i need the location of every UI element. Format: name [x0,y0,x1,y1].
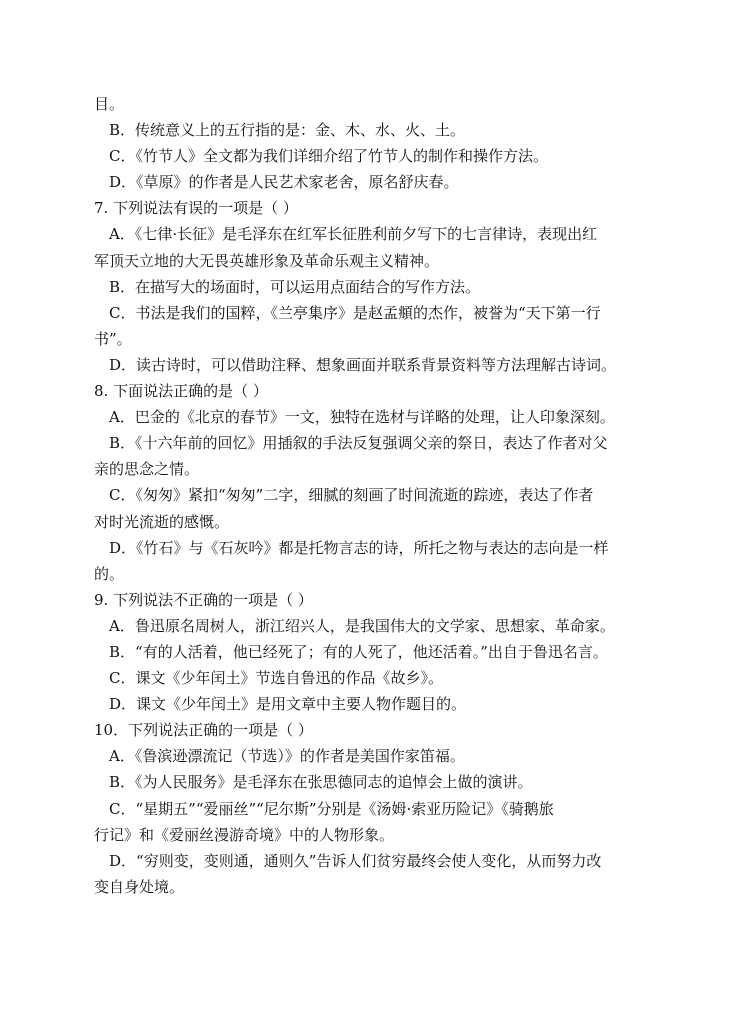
text-line: 对时光流逝的感慨。 [94,512,230,531]
option-line: A．《鲁滨逊漂流记（节选）》的作者是美国作家笛福。 [109,747,465,766]
option-line: C．《匆匆》紧扣“匆匆”二字，细腻的刻画了时间流逝的踪迹，表达了作者 [109,486,594,505]
option-line: B．“有的人活着，他已经死了；有的人死了，他还活着。”出自于鲁迅名言。 [109,642,608,661]
option-line: A．鲁迅原名周树人，浙江绍兴人，是我国伟大的文学家、思想家、革命家。 [109,616,615,635]
text-line: 军顶天立地的大无畏英雄形象及革命乐观主义精神。 [94,251,440,270]
option-line: B．传统意义上的五行指的是：金、木、水、火、土。 [109,121,466,140]
option-line: D．《竹石》与《石灰吟》都是托物言志的诗，所托之物与表达的志向是一样 [109,538,609,557]
question-7: 7. 下列说法有误的一项是（ ） [94,199,298,218]
option-line: B．《十六年前的回忆》用插叙的手法反复强调父亲的祭日，表达了作者对父 [109,434,608,453]
text-line: 目。 [94,95,125,113]
option-line: B．《为人民服务》是毛泽东在张思德同志的追悼会上做的演讲。 [109,773,533,792]
option-line: D．《草原》的作者是人民艺术家老舍，原名舒庆春。 [109,173,459,192]
option-line: C．书法是我们的国粹，《兰亭集序》是赵孟頫的杰作，被誉为“天下第一行 [109,303,601,322]
question-9: 9. 下列说法不正确的一项是（ ） [94,590,313,609]
question-10: 10．下列说法正确的一项是（ ） [94,721,313,740]
option-line: A．巴金的《北京的春节》一文，独特在选材与详略的处理，让人印象深刻。 [109,408,615,427]
option-line: A．《七律·长征》是毛泽东在红军长征胜利前夕写下的七言律诗，表现出红 [109,225,598,244]
option-line: C．课文《少年闰土》节选自鲁迅的作品《故乡》。 [109,669,443,688]
text-line: 行记》和《爱丽丝漫游奇境》中的人物形象。 [94,825,395,844]
text-line: 的。 [94,564,125,583]
option-line: D．课文《少年闰土》是用文章中主要人物作题目的。 [109,695,467,714]
text-line: 变自身处境。 [94,877,185,896]
exam-text [94,91,654,900]
option-line: D．“穷则变，变则通，通则久”告诉人们贫穷最终会使人变化，从而努力改 [109,851,602,870]
option-line: C．“星期五”“爱丽丝”“尼尔斯”分别是《汤姆·索亚历险记》《骑鹅旅 [109,799,554,818]
question-8: 8. 下面说法正确的是（ ） [94,382,268,401]
option-line: D．读古诗时，可以借助注释、想象画面并联系背景资料等方法理解古诗词。 [109,355,617,374]
text-line: 书”。 [94,329,132,348]
option-line: B．在描写大的场面时，可以运用点面结合的写作方法。 [109,277,481,296]
option-line: C．《竹节人》全文都为我们详细介绍了竹节人的制作和操作方法。 [109,147,548,166]
text-line: 亲的思念之情。 [94,460,200,479]
